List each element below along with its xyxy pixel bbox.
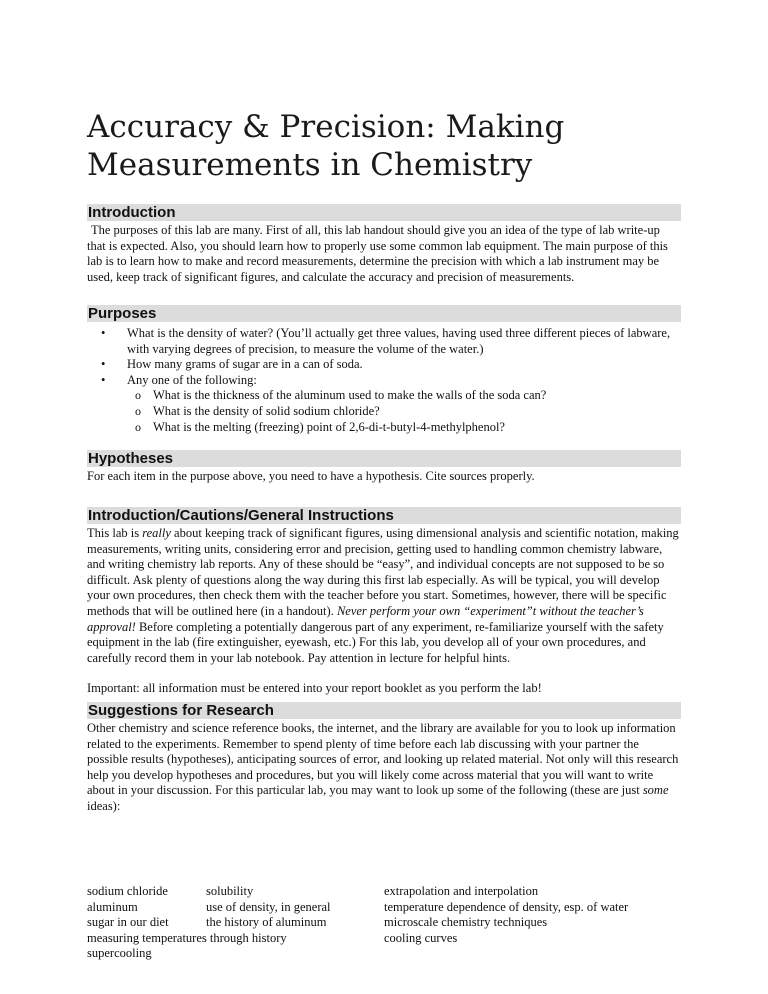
circle-bullet-icon: o — [135, 403, 141, 418]
sub-list-item — [127, 404, 681, 420]
text-run: This lab is — [87, 526, 143, 540]
sub-list-item — [127, 388, 681, 404]
keyword: supercooling — [87, 946, 152, 961]
section-cautions — [87, 507, 681, 697]
text-run: about keeping track of significant figures, using dimensional analysis and scientific notation, making measurements, writing units, considering error and precision, getting used to handling common chemistry labware, and writing chemistry lab reports. Any of these should be “easy”, and individual concepts are not supposed to be so difficult. Ask plenty of questions along the way during this first lab especially. As will be typical, you will develop your own procedures, then check them with the teacher before you start. Sometimes, however, there will be specific methods that will be outlined here (in a handout). — [87, 526, 679, 618]
list-item-text: What is the density of water? (You’ll actually get three values, having used three different pieces of labware, with varying degrees of precision, to measure the volume of the water.) — [127, 326, 671, 356]
research-keywords-right — [384, 884, 684, 946]
list-item — [87, 373, 681, 435]
text-run: Before completing a potentially dangerous part of any experiment, re-familiarize yourself with the safety equipment in the lab (fire extinguisher, eyewash, etc.) For this lab, you develop all of your own procedures, and carefully record them in your lab notebook. Pay attention in lecture for helpful hints. — [87, 619, 664, 665]
list-item — [384, 931, 684, 947]
hypotheses-paragraph: For each item in the purpose above, you need to have a hypothesis. Cite sources properly. — [87, 469, 535, 483]
research-paragraph — [87, 721, 681, 815]
keyword: solubility — [206, 884, 254, 898]
purposes-list — [87, 326, 681, 435]
list-item — [87, 946, 367, 962]
warning-text: Never perform your own “experiment”t without the teacher’s approval! — [87, 603, 644, 634]
section-heading: Hypotheses — [87, 450, 681, 467]
page-title: Accuracy & Precision: Making Measurements in Chemistry — [87, 109, 565, 183]
list-item — [87, 357, 681, 373]
keyword: temperature dependence of density, esp. of water — [384, 899, 629, 914]
bullet-icon: • — [101, 372, 106, 387]
cautions-paragraph — [87, 526, 681, 666]
section-introduction — [87, 204, 681, 285]
section-heading: Introduction/Cautions/General Instructions — [87, 507, 681, 524]
emphasis-text: some — [642, 783, 669, 798]
bullet-icon: • — [101, 326, 106, 340]
list-item — [384, 915, 684, 931]
list-item-text: Any one of the following: — [127, 372, 257, 387]
keyword: the history of aluminum — [206, 915, 327, 930]
text-run: ideas): — [87, 798, 121, 813]
section-research — [87, 702, 681, 815]
important-note: Important: all information must be entered into your report booklet as you perform the lab! — [87, 681, 542, 696]
keyword: sugar in our diet — [87, 915, 169, 930]
section-purposes — [87, 305, 681, 435]
keyword: microscale chemistry techniques — [384, 915, 548, 930]
research-keywords-left — [87, 884, 367, 962]
list-item — [87, 884, 367, 900]
section-heading: Introduction — [87, 204, 681, 221]
keyword: measuring temperatures through history — [87, 930, 287, 945]
list-item-text: What is the melting (freezing) point of 2,6-di-t-butyl-4-methylphenol? — [153, 419, 505, 434]
list-item-text: How many grams of sugar are in a can of soda. — [127, 357, 363, 372]
section-heading: Purposes — [87, 305, 681, 322]
section-hypotheses — [87, 450, 681, 485]
list-item — [384, 900, 684, 916]
list-item — [384, 884, 684, 900]
keyword: cooling curves — [384, 930, 458, 945]
list-item-text: What is the density of solid sodium chloride? — [153, 403, 380, 418]
circle-bullet-icon: o — [135, 388, 141, 403]
list-item-text: What is the thickness of the aluminum used to make the walls of the soda can? — [153, 388, 547, 403]
introduction-paragraph: The purposes of this lab are many. First of all, this lab handout should give you an idea of the type of lab write-up that is expected. Also, you should learn how to properly use some common lab equipment. The main purpose of this lab is to learn how to make and record measurements, determine the precision with which a lab instrument may be used, keep track of significant figures, and calculate the accuracy and precision of measurements. — [87, 223, 668, 284]
circle-bullet-icon: o — [135, 419, 141, 434]
keyword: aluminum — [87, 899, 138, 914]
section-heading: Suggestions for Research — [87, 702, 681, 719]
text-run: Other chemistry and science reference books, the internet, and the library are available for you to look up information related to the experiments. Remember to spend plenty of time before each lab discussing with your partner the possible results (hypotheses), anticipating sources of error, and looking up related material. Not only will this research help you develop hypotheses and procedures, but you will likely come across material that you will want to write about in your discussion. For this particular lab, you may want to look up some of the following (these are just — [87, 721, 679, 798]
keyword: use of density, in general — [206, 899, 331, 914]
sub-list-item — [127, 420, 681, 436]
keyword: extrapolation and interpolation — [384, 884, 539, 898]
list-item — [87, 915, 367, 931]
emphasis-text: really — [142, 526, 171, 540]
list-item — [87, 931, 367, 947]
purposes-sublist — [127, 388, 681, 435]
keyword: sodium chloride — [87, 884, 168, 898]
list-item — [87, 900, 367, 916]
bullet-icon: • — [101, 357, 106, 372]
list-item — [87, 326, 681, 357]
